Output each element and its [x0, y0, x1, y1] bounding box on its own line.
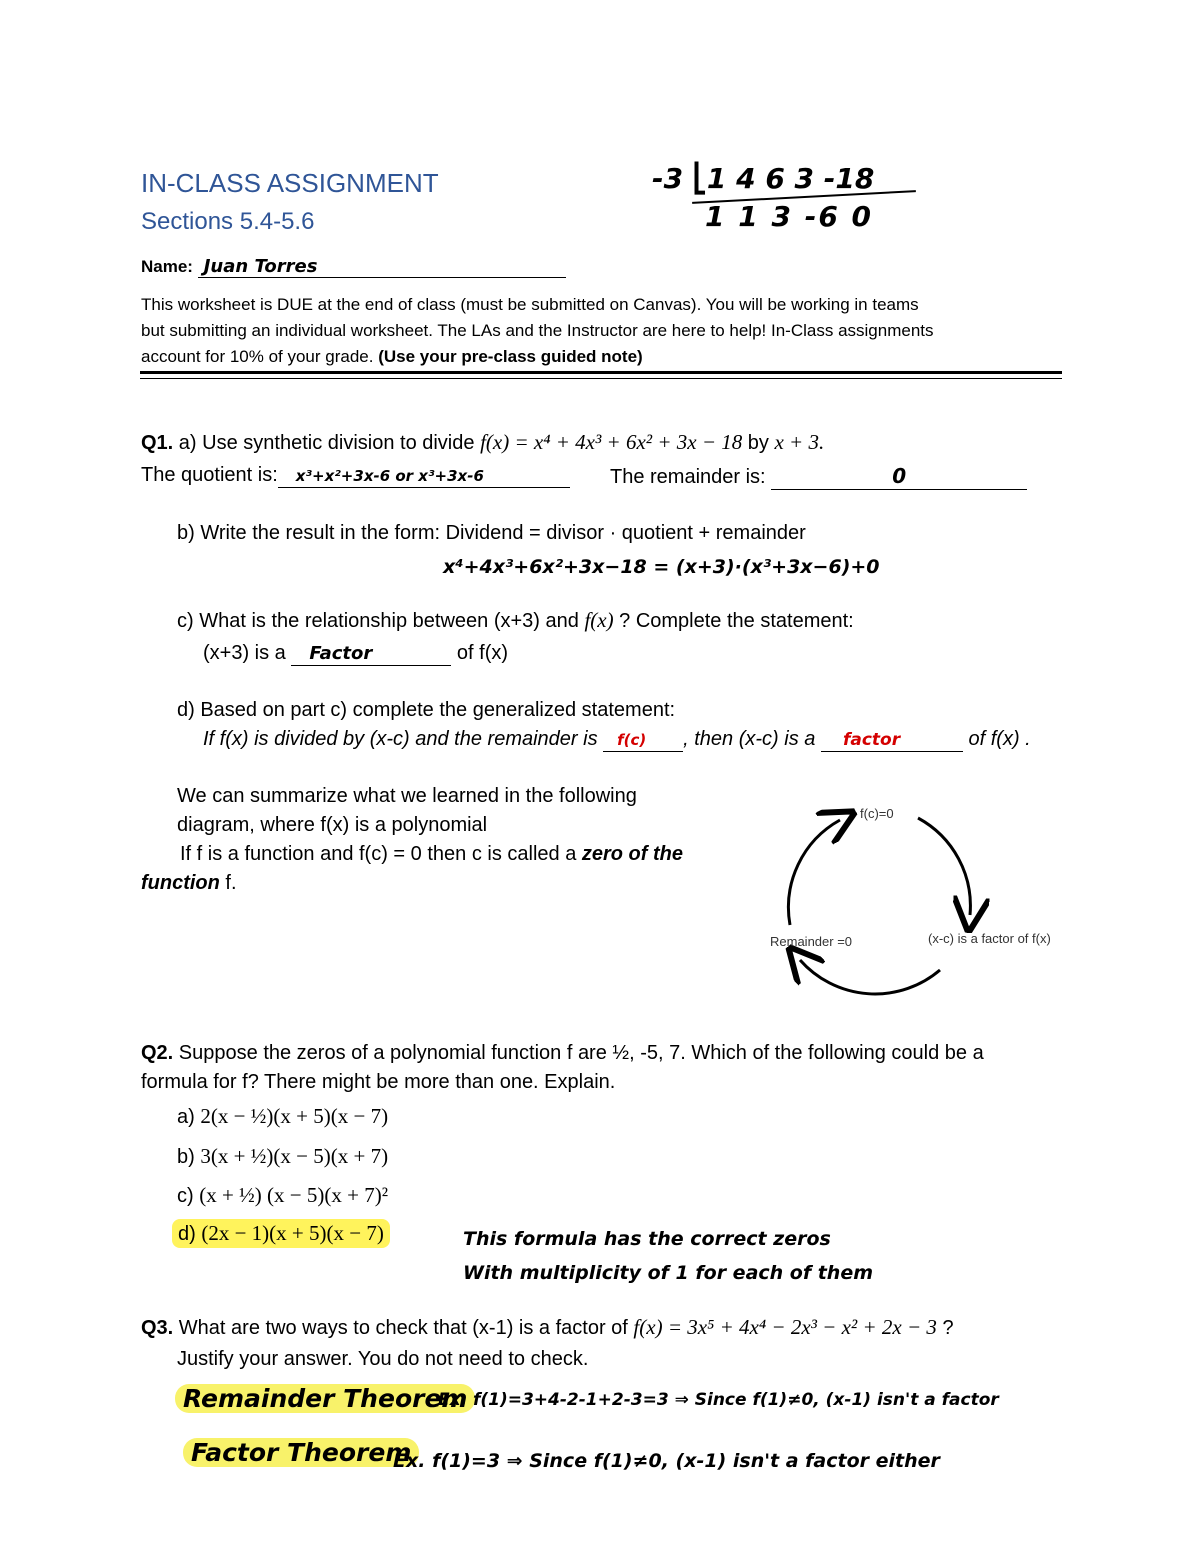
q2-answer-line-1: This formula has the correct zeros	[463, 1228, 831, 1250]
q1-quotient: The quotient is: x³+x²+3x-6 or x³+3x-6	[141, 464, 570, 488]
c-answer-field[interactable]: Factor	[291, 642, 451, 666]
sections-subtitle: Sections 5.4-5.6	[141, 208, 315, 235]
q2-option-a: a) 2(x − ½)(x + 5)(x − 7)	[177, 1104, 389, 1128]
diagram-node-right: (x-c) is a factor of f(x)	[928, 931, 1051, 946]
q2-option-d: d) (2x − 1)(x + 5)(x − 7)	[172, 1219, 390, 1248]
q1-part-a: Q1. a) Use synthetic division to divide f(x) = x⁴ + 4x³ + 6x² + 3x − 18 by x + 3.	[141, 430, 825, 454]
q1-remainder: The remainder is: 0	[610, 464, 1027, 490]
q1-c-statement: (x+3) is a Factor of f(x)	[203, 642, 509, 664]
q2-text-1: Q2. Suppose the zeros of a polynomial function f are ½, -5, 7. Which of the following could be a	[141, 1042, 984, 1064]
q2-option-c: c) (x + ½) (x − 5)(x + 7)²	[177, 1183, 389, 1207]
arrow-top-to-right	[918, 818, 970, 915]
quotient-answer-field[interactable]: x³+x²+3x-6 or x³+3x-6	[278, 464, 570, 488]
remainder-answer-field[interactable]: 0	[771, 464, 1027, 490]
diagram-node-left: Remainder =0	[770, 934, 853, 949]
summary-line-1: We can summarize what we learned in the following	[177, 785, 637, 807]
intro-line-1: This worksheet is DUE at the end of class (must be submitted on Canvas). You will be working in teams	[141, 295, 919, 314]
q3-way2-detail: Ex. f(1)=3 ⇒ Since f(1)≠0, (x-1) isn't a factor either	[393, 1450, 940, 1472]
q1-part-d: d) Based on part c) complete the generalized statement:	[177, 699, 676, 721]
assignment-title: IN-CLASS ASSIGNMENT	[141, 168, 439, 198]
name-input[interactable]: Juan Torres	[198, 256, 566, 278]
intro-line-2: but submitting an individual worksheet. The LAs and the Instructor are here to help! In-Class assignments	[141, 321, 934, 340]
q3-way2-title: Factor Theorem	[183, 1438, 419, 1467]
q1-part-c: c) What is the relationship between (x+3) and f(x) ? Complete the statement:	[177, 608, 854, 632]
q3-text-1: Q3. What are two ways to check that (x-1) is a factor of f(x) = 3x⁵ + 4x⁴ − 2x³ − x² + 2x − 3 ?	[141, 1315, 954, 1339]
q2-text-2: formula for f? There might be more than one. Explain.	[141, 1071, 616, 1093]
intro-bold-note: (Use your pre-class guided note)	[378, 347, 643, 366]
cycle-diagram	[760, 790, 1070, 1010]
q3-way1-title: Remainder Theorem	[175, 1384, 475, 1413]
d-answer2-field[interactable]: factor	[821, 728, 963, 752]
divider-thin	[140, 378, 1062, 379]
synthetic-division-row1: -3 ⎣1 4 6 3 -18	[652, 162, 875, 195]
synthetic-division-row2: 1 1 3 -6 0	[705, 200, 874, 233]
arrow-left-to-top	[788, 820, 840, 925]
intro-line-3: account for 10% of your grade. (Use your pre-class guided note)	[141, 347, 643, 366]
q1-b-answer: x⁴+4x³+6x²+3x−18 = (x+3)·(x³+3x−6)+0	[443, 556, 880, 578]
q1-d-statement: If f(x) is divided by (x-c) and the remainder is f(c) , then (x-c) is a factor of f(x) .	[203, 728, 1031, 750]
summary-line-4: function f.	[141, 872, 237, 894]
q1-part-b: b) Write the result in the form: Dividend = divisor · quotient + remainder	[177, 522, 806, 544]
q3-way1-detail: Ex. f(1)=3+4-2-1+2-3=3 ⇒ Since f(1)≠0, (x-1) isn't a factor	[438, 1390, 999, 1410]
name-field	[141, 256, 566, 278]
q2-answer-line-2: With multiplicity of 1 for each of them	[463, 1262, 874, 1284]
name-label: Name:	[141, 257, 193, 276]
q3-text-2: Justify your answer. You do not need to check.	[177, 1348, 589, 1370]
q1-function: f(x) = x⁴ + 4x³ + 6x² + 3x − 18	[480, 430, 743, 454]
q2-option-b: b) 3(x + ½)(x − 5)(x + 7)	[177, 1144, 389, 1168]
summary-line-3: If f is a function and f(c) = 0 then c is called a zero of the	[180, 843, 683, 865]
q3-function: f(x) = 3x⁵ + 4x⁴ − 2x³ − x² + 2x − 3	[633, 1315, 937, 1339]
arrow-right-to-left	[800, 960, 940, 994]
divider-thick	[140, 371, 1062, 374]
d-answer1-field[interactable]: f(c)	[603, 728, 683, 752]
summary-line-2: diagram, where f(x) is a polynomial	[177, 814, 488, 836]
diagram-node-top: f(c)=0	[860, 806, 894, 821]
